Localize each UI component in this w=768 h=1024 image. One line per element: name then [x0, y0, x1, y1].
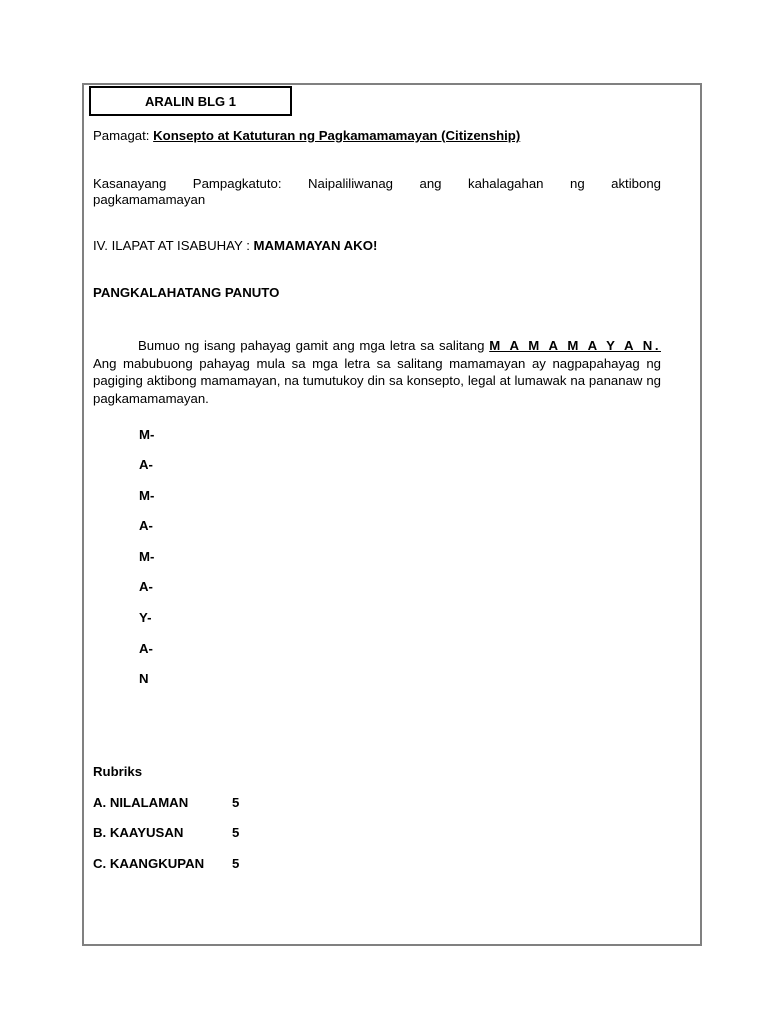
- rubric-item-score: 5: [232, 795, 240, 810]
- acrostic-letter: A-: [139, 457, 153, 472]
- acrostic-letter: M-: [139, 549, 155, 564]
- instructions-paragraph-start: Bumuo ng isang pahayag gamit ang mga letra sa salitang: [138, 338, 490, 353]
- title-label: Pamagat:: [93, 128, 150, 143]
- activity-name: MAMAMAYAN AKO!: [253, 238, 378, 253]
- lesson-number-box: [89, 86, 292, 116]
- rubric-item-score: 5: [232, 825, 240, 840]
- rubric-item-score: 5: [232, 856, 240, 871]
- acrostic-letter: M-: [139, 427, 155, 442]
- activity-prefix: IV. ILAPAT AT ISABUHAY :: [93, 238, 254, 253]
- acrostic-letter: M-: [139, 488, 155, 503]
- rubric-item-label: B. KAAYUSAN: [93, 825, 184, 840]
- instructions-heading: PANGKALAHATANG PANUTO: [93, 285, 280, 300]
- lesson-number-label: ARALIN BLG 1: [145, 93, 236, 109]
- page-border: [82, 83, 702, 946]
- activity-line: [93, 238, 377, 253]
- instructions-paragraph-rest: Ang mabubuong pahayag mula sa mga letra sa salitang mamamayan ay nagpapahayag ng pagiging aktibong mamamayan, na tumutukoy din sa konsepto, legal at lumawak na pananaw ng pagkamamamayan.: [93, 355, 661, 406]
- instructions-paragraph: [93, 337, 661, 407]
- instructions-keyword: M A M A M A Y A N.: [489, 338, 661, 353]
- rubric-item-label: C. KAANGKUPAN: [93, 856, 205, 871]
- acrostic-letter: A-: [139, 518, 153, 533]
- competency-line-1: Kasanayang Pampagkatuto: Naipaliliwanag ang kahalagahan ng aktibong: [93, 176, 661, 191]
- rubric-heading: Rubriks: [93, 764, 143, 779]
- rubric-item-label: A. NILALAMAN: [93, 795, 189, 810]
- title-value: Konsepto at Katuturan ng Pagkamamamayan (Citizenship): [153, 128, 521, 143]
- acrostic-letter: Y-: [139, 610, 152, 625]
- acrostic-letter: A-: [139, 579, 153, 594]
- title-line: [93, 128, 520, 143]
- acrostic-letter: N: [139, 671, 149, 686]
- competency-line-2: pagkamamamayan: [93, 192, 206, 207]
- acrostic-letter: A-: [139, 641, 153, 656]
